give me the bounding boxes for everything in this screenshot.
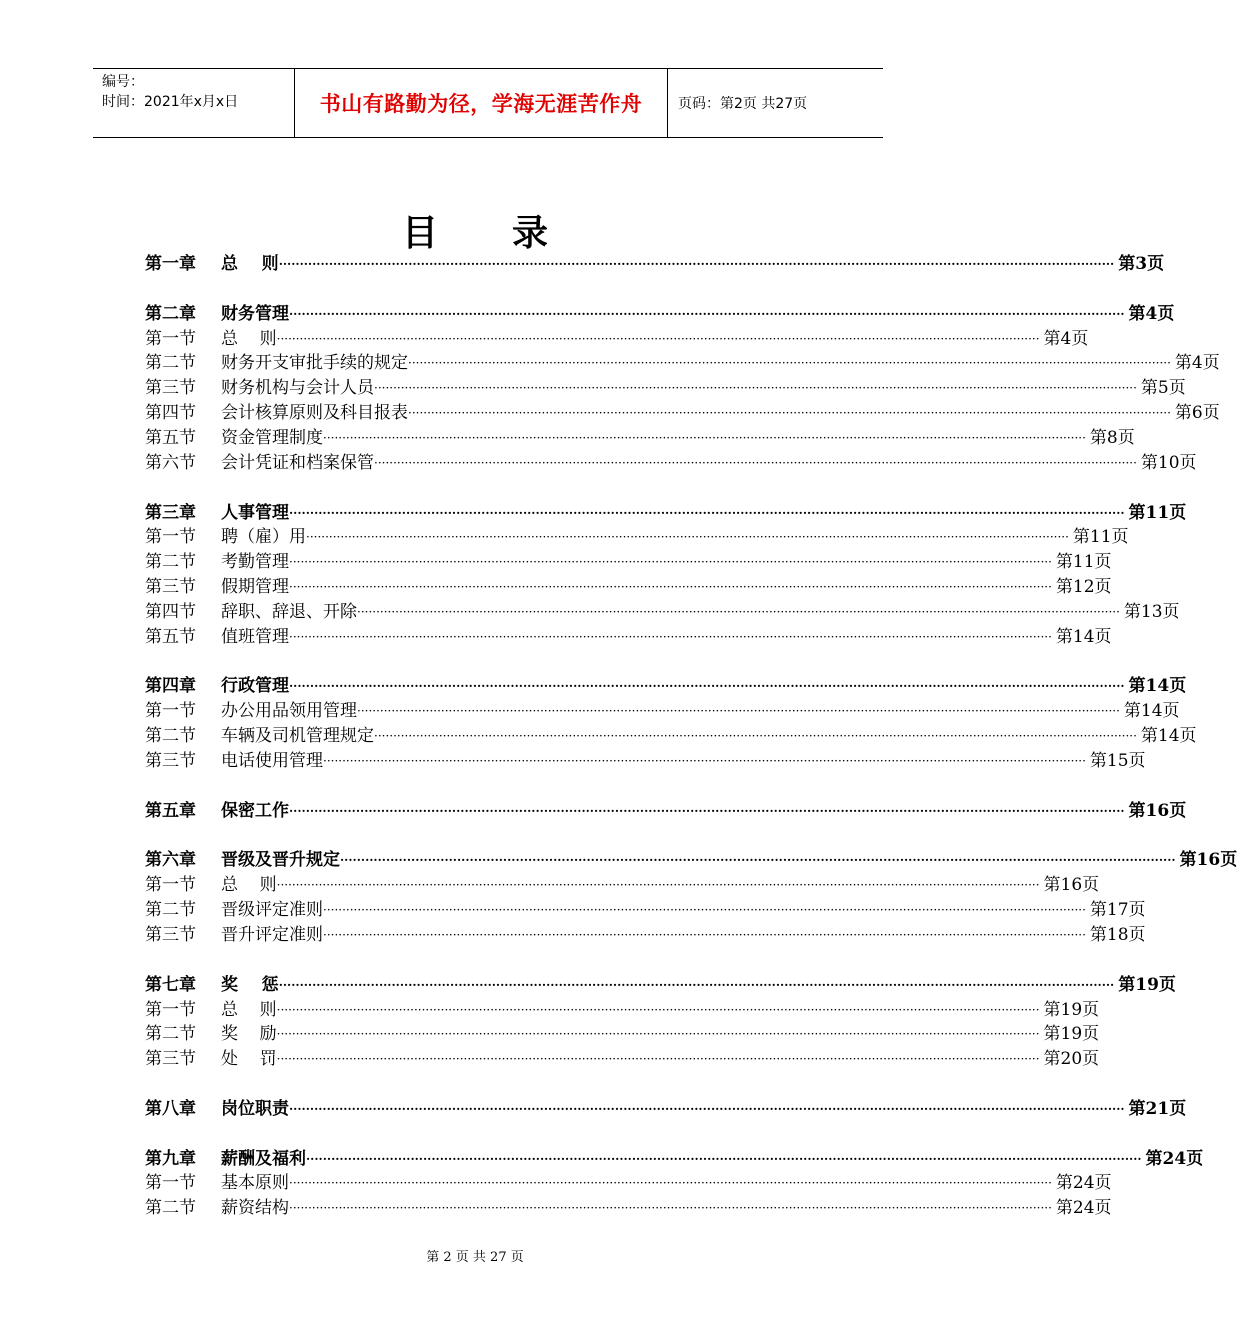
toc-entry-number: 第二节 xyxy=(145,1198,196,1219)
toc-entry-title: 考勤管理 xyxy=(221,552,289,573)
toc-dot-leader: ········································································································································································································ xyxy=(276,1002,1040,1017)
toc-dot-leader: ········································································································································································································ xyxy=(289,555,1052,570)
toc-entry-number: 第三节 xyxy=(145,751,196,771)
toc-chapter-row xyxy=(145,674,1187,699)
toc-entry-number: 第二节 xyxy=(145,900,196,921)
toc-entry-page: 第8页 xyxy=(1089,427,1135,448)
toc-entry-page: 第20页 xyxy=(1043,1049,1100,1070)
toc-dot-leader: ········································································································································································································ xyxy=(408,406,1171,421)
toc-title-char-1: 目 xyxy=(401,212,438,254)
toc-section-row xyxy=(145,873,1100,898)
toc-entry-page: 第3页 xyxy=(1118,254,1165,274)
toc-dot-leader: ········································································································································································································ xyxy=(306,530,1069,545)
toc-entry-page: 第21页 xyxy=(1128,1098,1187,1119)
toc-section-row xyxy=(145,426,1135,451)
toc-entry-number: 第四节 xyxy=(145,601,196,622)
toc-entry-title: 假期管理 xyxy=(221,577,289,598)
toc-dot-leader: ········································································································································································································ xyxy=(289,679,1125,694)
toc-entry-title: 基本原则 xyxy=(221,1173,289,1194)
toc-entry-page: 第4页 xyxy=(1043,328,1089,349)
toc-entry-page: 第14页 xyxy=(1140,726,1197,747)
toc-section-row xyxy=(145,451,1197,476)
toc-dot-leader: ········································································································································································································ xyxy=(357,704,1120,719)
toc-entry-number: 第一节 xyxy=(145,701,196,722)
toc-section-row xyxy=(145,625,1112,650)
toc-entry-title: 辞职、辞退、开除 xyxy=(221,601,357,622)
toc-dot-leader: ········································································································································································································ xyxy=(276,878,1040,893)
toc-entry-page: 第16页 xyxy=(1128,800,1187,821)
toc-entry-page: 第14页 xyxy=(1128,676,1187,697)
toc-entry-title: 薪酬及福利 xyxy=(221,1148,306,1169)
toc-section-row xyxy=(145,376,1186,401)
toc-section-row xyxy=(145,351,1220,376)
toc-entry-number: 第九章 xyxy=(145,1148,196,1169)
toc-dot-leader: ········································································································································································································ xyxy=(276,331,1040,346)
toc-entry-page: 第15页 xyxy=(1089,751,1146,771)
toc-entry-number: 第一节 xyxy=(145,875,196,896)
toc-entry-title: 总 则 xyxy=(221,254,279,274)
toc-entry-title: 岗位职责 xyxy=(221,1098,289,1119)
toc-dot-leader: ········································································································································································································ xyxy=(289,629,1052,644)
toc-entry-page: 第19页 xyxy=(1043,999,1100,1020)
toc-entry-number: 第六章 xyxy=(145,850,196,871)
toc-entry-page: 第24页 xyxy=(1145,1148,1204,1169)
toc-dot-leader: ········································································································································································································ xyxy=(374,455,1137,470)
header-number-label: 编号： xyxy=(102,74,144,90)
toc-section-row xyxy=(145,1047,1100,1072)
toc-dot-leader: ········································································································································································································ xyxy=(323,927,1086,942)
toc-entry-number: 第五节 xyxy=(145,626,196,647)
toc-entry-page: 第14页 xyxy=(1055,626,1112,647)
toc-entry-title: 会计凭证和档案保管 xyxy=(221,452,374,473)
toc-entry-page: 第19页 xyxy=(1118,974,1176,995)
toc-entry-title: 车辆及司机管理规定 xyxy=(221,726,374,747)
toc-entry-number: 第一节 xyxy=(145,1173,196,1194)
toc-dot-leader: ········································································································································································································ xyxy=(340,853,1176,868)
toc-entry-title: 财务开支审批手续的规定 xyxy=(221,353,408,374)
toc-chapter-row xyxy=(145,1147,1204,1172)
toc-dot-leader: ········································································································································································································ xyxy=(408,356,1171,371)
toc-entry-title: 会计核算原则及科目报表 xyxy=(221,403,408,424)
toc-entry-number: 第三节 xyxy=(145,378,196,399)
toc-section-row xyxy=(145,550,1112,575)
toc-chapter-row xyxy=(145,501,1187,526)
toc-entry-title: 资金管理制度 xyxy=(221,427,323,448)
toc-section-row xyxy=(145,401,1220,426)
toc-dot-leader: ········································································································································································································ xyxy=(306,1151,1142,1166)
toc-entry-title: 处 罚 xyxy=(221,1049,277,1070)
toc-entry-page: 第24页 xyxy=(1055,1198,1112,1219)
toc-section-row xyxy=(145,327,1089,352)
toc-entry-number: 第四章 xyxy=(145,676,196,697)
toc-section-row xyxy=(145,898,1146,923)
toc-dot-leader: ········································································································································································································ xyxy=(289,1101,1125,1116)
toc-chapter-row xyxy=(145,799,1187,824)
toc-entry-title: 行政管理 xyxy=(221,676,289,697)
toc-section-row xyxy=(145,575,1112,600)
toc-entry-number: 第三节 xyxy=(145,577,196,598)
toc-dot-leader: ········································································································································································································ xyxy=(276,1052,1040,1067)
toc-dot-leader: ········································································································································································································ xyxy=(289,803,1125,818)
toc-title xyxy=(0,205,950,256)
toc-chapter-row xyxy=(145,1097,1187,1122)
toc-entry-title: 奖 励 xyxy=(221,1024,277,1045)
toc-dot-leader: ········································································································································································································ xyxy=(289,1201,1052,1216)
toc-entry-number: 第七章 xyxy=(145,974,196,995)
toc-dot-leader: ········································································································································································································ xyxy=(289,1176,1052,1191)
toc-entry-title: 薪资结构 xyxy=(221,1198,289,1219)
toc-dot-leader: ········································································································································································································ xyxy=(323,903,1086,918)
toc-entry-number: 第二节 xyxy=(145,726,196,747)
toc-entry-title: 晋级评定准则 xyxy=(221,900,323,921)
toc-entry-number: 第三节 xyxy=(145,1049,196,1070)
toc-entry-page: 第11页 xyxy=(1055,552,1112,573)
toc-entry-page: 第10页 xyxy=(1140,452,1197,473)
toc-entry-page: 第11页 xyxy=(1128,502,1187,523)
toc-entry-page: 第13页 xyxy=(1123,601,1180,622)
toc-entry-number: 第二节 xyxy=(145,1024,196,1045)
toc-entry-page: 第12页 xyxy=(1055,577,1112,598)
toc-entry-title: 聘（雇）用 xyxy=(221,527,306,548)
toc-dot-leader: ········································································································································································································ xyxy=(289,580,1052,595)
toc-entry-number: 第五章 xyxy=(145,800,196,821)
toc-entry-title: 值班管理 xyxy=(221,626,289,647)
toc-entry-number: 第一节 xyxy=(145,527,196,548)
toc-section-row xyxy=(145,998,1100,1023)
toc-entry-number: 第一节 xyxy=(145,328,196,349)
toc-entry-title: 晋级及晋升规定 xyxy=(221,850,340,871)
toc-section-row xyxy=(145,1196,1112,1221)
toc-dot-leader: ········································································································································································································ xyxy=(374,381,1137,396)
toc-dot-leader: ········································································································································································································ xyxy=(278,257,1115,271)
header-meta xyxy=(93,69,295,137)
toc-entry-title: 晋升评定准则 xyxy=(221,924,323,945)
header-page-info: 页码：第2页 共27页 xyxy=(678,96,808,112)
toc-entry-number: 第六节 xyxy=(145,452,196,473)
toc-dot-leader: ········································································································································································································ xyxy=(323,430,1086,445)
toc-entry-page: 第6页 xyxy=(1174,403,1220,424)
toc-entry-title: 奖 惩 xyxy=(221,974,279,995)
toc-entry-title: 总 则 xyxy=(221,999,277,1020)
toc-section-row xyxy=(145,525,1129,550)
toc-section-row xyxy=(145,1171,1112,1196)
toc-dot-leader: ········································································································································································································ xyxy=(323,754,1086,768)
toc-entry-title: 办公用品领用管理 xyxy=(221,701,357,722)
toc-entry-number: 第五节 xyxy=(145,427,196,448)
page-footer: 第 2 页 共 27 页 xyxy=(426,1250,524,1265)
toc-entry-title: 电话使用管理 xyxy=(221,751,323,771)
toc-entry-number: 第四节 xyxy=(145,403,196,424)
toc-entry-number: 第三节 xyxy=(145,924,196,945)
toc-entry-page: 第4页 xyxy=(1174,353,1220,374)
toc-section-row xyxy=(145,749,1146,774)
toc-section-row xyxy=(145,1022,1100,1047)
toc-entry-number: 第一节 xyxy=(145,999,196,1020)
toc-dot-leader: ········································································································································································································ xyxy=(289,306,1125,321)
header-time-label: 时间：2021年x月x日 xyxy=(102,94,239,110)
toc-dot-leader: ········································································································································································································ xyxy=(278,977,1115,992)
toc-entry-number: 第二节 xyxy=(145,552,196,573)
toc-entry-number: 第一章 xyxy=(145,254,196,274)
toc-entry-page: 第24页 xyxy=(1055,1173,1112,1194)
toc-entry-number: 第三章 xyxy=(145,502,196,523)
toc-entry-title: 人事管理 xyxy=(221,502,289,523)
toc-dot-leader: ········································································································································································································ xyxy=(374,729,1137,744)
toc-entry-title: 保密工作 xyxy=(221,800,289,821)
toc-section-row xyxy=(145,923,1146,948)
toc-chapter-row xyxy=(145,252,1165,277)
toc-dot-leader: ········································································································································································································ xyxy=(276,1027,1040,1042)
toc-entry-page: 第16页 xyxy=(1179,850,1237,871)
toc-section-row xyxy=(145,699,1180,724)
toc-entry-page: 第11页 xyxy=(1072,527,1129,548)
toc-entry-page: 第18页 xyxy=(1089,924,1146,945)
toc-title-char-2: 录 xyxy=(512,212,549,254)
toc-chapter-row xyxy=(145,848,1237,873)
page-header xyxy=(93,68,883,138)
toc-entry-page: 第19页 xyxy=(1043,1024,1100,1045)
toc-dot-leader: ········································································································································································································ xyxy=(289,505,1125,520)
toc-entry-page: 第16页 xyxy=(1043,875,1100,896)
toc-entry-page: 第14页 xyxy=(1123,701,1180,722)
toc-entry-number: 第八章 xyxy=(145,1098,196,1119)
toc-section-row xyxy=(145,600,1180,625)
toc-section-row xyxy=(145,724,1197,749)
toc-entry-title: 财务机构与会计人员 xyxy=(221,378,374,399)
toc-entry-title: 总 则 xyxy=(221,328,277,349)
toc-chapter-row xyxy=(145,302,1175,327)
toc-chapter-row xyxy=(145,973,1176,998)
toc-entry-page: 第5页 xyxy=(1140,378,1186,399)
toc-entry-page: 第17页 xyxy=(1089,900,1146,921)
toc-entry-number: 第二节 xyxy=(145,353,196,374)
toc-dot-leader: ········································································································································································································ xyxy=(357,604,1120,619)
toc-entry-number: 第二章 xyxy=(145,303,196,324)
toc-entry-title: 财务管理 xyxy=(221,303,289,324)
header-motto: 书山有路勤为径，学海无涯苦作舟 xyxy=(295,69,668,137)
toc-entry-title: 总 则 xyxy=(221,875,277,896)
toc-entry-page: 第4页 xyxy=(1128,303,1175,324)
